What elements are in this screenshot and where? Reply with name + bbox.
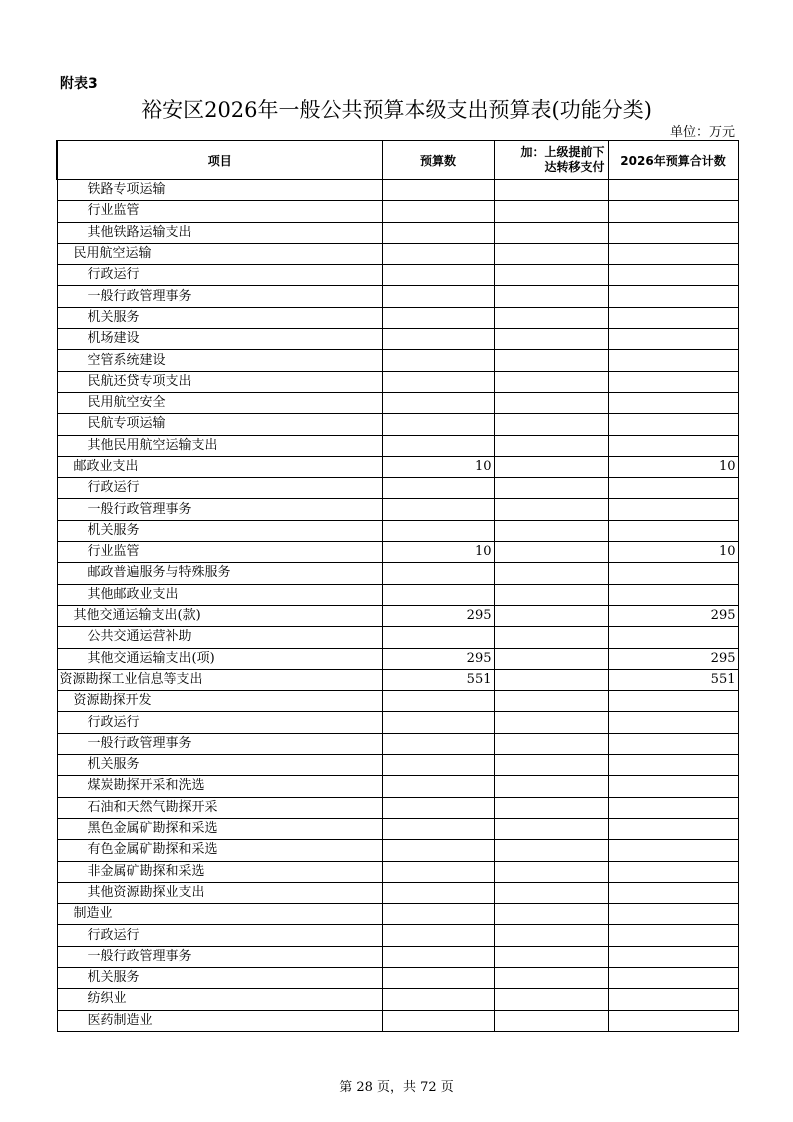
table-body	[57, 180, 738, 1032]
row-total-value: 295	[608, 648, 738, 669]
row-item-name: 一般行政管理事务	[57, 733, 382, 754]
table-row	[57, 861, 738, 882]
row-total-value	[608, 712, 738, 733]
row-transfer-value	[494, 201, 608, 222]
row-budget-value	[382, 265, 494, 286]
row-budget-value	[382, 691, 494, 712]
row-item-name: 民航专项运输	[57, 414, 382, 435]
table-row	[57, 371, 738, 392]
row-transfer-value	[494, 797, 608, 818]
row-item-name: 铁路专项运输	[57, 180, 382, 201]
row-total-value	[608, 180, 738, 201]
row-budget-value	[382, 414, 494, 435]
column-header-budget: 预算数	[382, 141, 494, 180]
row-item-name: 机场建设	[57, 329, 382, 350]
row-total-value	[608, 563, 738, 584]
row-budget-value	[382, 904, 494, 925]
table-row	[57, 691, 738, 712]
row-budget-value	[382, 371, 494, 392]
table-header-row	[57, 141, 738, 180]
row-transfer-value	[494, 691, 608, 712]
table-row	[57, 989, 738, 1010]
table-row	[57, 265, 738, 286]
row-total-value	[608, 818, 738, 839]
row-transfer-value	[494, 861, 608, 882]
row-budget-value	[382, 627, 494, 648]
row-total-value	[608, 222, 738, 243]
row-budget-value	[382, 563, 494, 584]
row-budget-value	[382, 946, 494, 967]
column-header-item: 项目	[57, 141, 382, 180]
row-budget-value	[382, 520, 494, 541]
row-budget-value	[382, 435, 494, 456]
row-total-value: 10	[608, 456, 738, 477]
row-total-value: 10	[608, 542, 738, 563]
row-item-name: 机关服务	[57, 967, 382, 988]
row-transfer-value	[494, 286, 608, 307]
row-item-name: 一般行政管理事务	[57, 946, 382, 967]
table-row	[57, 605, 738, 626]
row-total-value	[608, 627, 738, 648]
row-item-name: 民用航空安全	[57, 392, 382, 413]
row-item-name: 行政运行	[57, 925, 382, 946]
table-row	[57, 818, 738, 839]
row-transfer-value	[494, 243, 608, 264]
table-row	[57, 499, 738, 520]
unit-label: 单位：万元	[669, 125, 735, 140]
row-item-name: 机关服务	[57, 520, 382, 541]
row-transfer-value	[494, 925, 608, 946]
row-transfer-value	[494, 414, 608, 435]
row-item-name: 行政运行	[57, 478, 382, 499]
row-transfer-value	[494, 520, 608, 541]
row-item-name: 邮政普遍服务与特殊服务	[57, 563, 382, 584]
table-row	[57, 946, 738, 967]
row-budget-value: 295	[382, 605, 494, 626]
table-row	[57, 307, 738, 328]
row-item-name: 一般行政管理事务	[57, 286, 382, 307]
row-transfer-value	[494, 435, 608, 456]
row-total-value	[608, 989, 738, 1010]
row-transfer-value	[494, 265, 608, 286]
table-row	[57, 520, 738, 541]
row-transfer-value	[494, 627, 608, 648]
row-item-name: 邮政业支出	[57, 456, 382, 477]
table-row	[57, 414, 738, 435]
row-budget-value	[382, 818, 494, 839]
row-item-name: 行政运行	[57, 712, 382, 733]
row-transfer-value	[494, 563, 608, 584]
row-total-value	[608, 1010, 738, 1031]
row-budget-value	[382, 712, 494, 733]
table-row	[57, 329, 738, 350]
row-total-value: 551	[608, 669, 738, 690]
column-header-transfer-line1: 加：上级提前下	[520, 145, 605, 159]
row-total-value	[608, 776, 738, 797]
row-total-value	[608, 967, 738, 988]
row-item-name: 空管系统建设	[57, 350, 382, 371]
row-budget-value	[382, 201, 494, 222]
row-total-value	[608, 861, 738, 882]
table-row	[57, 478, 738, 499]
row-transfer-value	[494, 222, 608, 243]
row-total-value	[608, 435, 738, 456]
row-total-value	[608, 286, 738, 307]
row-total-value	[608, 584, 738, 605]
row-transfer-value	[494, 584, 608, 605]
row-transfer-value	[494, 1010, 608, 1031]
table-row	[57, 350, 738, 371]
row-budget-value	[382, 478, 494, 499]
row-budget-value	[382, 243, 494, 264]
row-budget-value	[382, 350, 494, 371]
row-transfer-value	[494, 499, 608, 520]
table-row	[57, 925, 738, 946]
row-transfer-value	[494, 989, 608, 1010]
row-total-value	[608, 478, 738, 499]
row-total-value	[608, 201, 738, 222]
row-item-name: 行业监管	[57, 542, 382, 563]
row-budget-value: 10	[382, 456, 494, 477]
table-row	[57, 563, 738, 584]
row-budget-value	[382, 584, 494, 605]
row-total-value	[608, 904, 738, 925]
row-budget-value: 295	[382, 648, 494, 669]
row-item-name: 纺织业	[57, 989, 382, 1010]
row-item-name: 其他民用航空运输支出	[57, 435, 382, 456]
row-budget-value	[382, 499, 494, 520]
row-total-value	[608, 350, 738, 371]
row-item-name: 行业监管	[57, 201, 382, 222]
row-transfer-value	[494, 733, 608, 754]
row-total-value	[608, 925, 738, 946]
row-item-name: 其他交通运输支出(项)	[57, 648, 382, 669]
row-item-name: 非金属矿勘探和采选	[57, 861, 382, 882]
appendix-label: 附表3	[60, 76, 98, 92]
row-item-name: 机关服务	[57, 307, 382, 328]
table-row	[57, 797, 738, 818]
row-budget-value	[382, 1010, 494, 1031]
row-total-value	[608, 733, 738, 754]
row-budget-value	[382, 989, 494, 1010]
row-budget-value	[382, 967, 494, 988]
table-row	[57, 627, 738, 648]
row-item-name: 民航还贷专项支出	[57, 371, 382, 392]
row-transfer-value	[494, 755, 608, 776]
row-transfer-value	[494, 818, 608, 839]
table-row	[57, 542, 738, 563]
column-header-transfer	[494, 141, 608, 180]
row-budget-value	[382, 733, 494, 754]
column-header-transfer-line2: 达转移支付	[544, 160, 605, 174]
row-total-value: 295	[608, 605, 738, 626]
table-row	[57, 755, 738, 776]
row-transfer-value	[494, 392, 608, 413]
row-transfer-value	[494, 882, 608, 903]
row-item-name: 有色金属矿勘探和采选	[57, 840, 382, 861]
row-transfer-value	[494, 946, 608, 967]
row-transfer-value	[494, 456, 608, 477]
row-total-value	[608, 371, 738, 392]
row-transfer-value	[494, 478, 608, 499]
row-total-value	[608, 755, 738, 776]
row-transfer-value	[494, 605, 608, 626]
row-budget-value	[382, 776, 494, 797]
row-budget-value	[382, 925, 494, 946]
table-row	[57, 435, 738, 456]
row-item-name: 制造业	[57, 904, 382, 925]
row-total-value	[608, 499, 738, 520]
row-item-name: 石油和天然气勘探开采	[57, 797, 382, 818]
table-row	[57, 201, 738, 222]
row-transfer-value	[494, 669, 608, 690]
row-transfer-value	[494, 712, 608, 733]
row-budget-value: 10	[382, 542, 494, 563]
table-row	[57, 222, 738, 243]
row-budget-value	[382, 797, 494, 818]
row-budget-value	[382, 286, 494, 307]
row-item-name: 医药制造业	[57, 1010, 382, 1031]
table-row	[57, 669, 738, 690]
row-total-value	[608, 414, 738, 435]
row-budget-value	[382, 329, 494, 350]
column-header-total: 2026年预算合计数	[608, 141, 738, 180]
row-transfer-value	[494, 904, 608, 925]
page-title: 裕安区2026年一般公共预算本级支出预算表(功能分类)	[141, 98, 652, 122]
row-item-name: 黑色金属矿勘探和采选	[57, 818, 382, 839]
row-budget-value	[382, 307, 494, 328]
table-row	[57, 180, 738, 201]
row-item-name: 其他资源勘探业支出	[57, 882, 382, 903]
table-row	[57, 584, 738, 605]
row-total-value	[608, 946, 738, 967]
row-transfer-value	[494, 776, 608, 797]
row-budget-value: 551	[382, 669, 494, 690]
row-transfer-value	[494, 840, 608, 861]
row-budget-value	[382, 222, 494, 243]
row-budget-value	[382, 840, 494, 861]
table-row	[57, 712, 738, 733]
table-row	[57, 648, 738, 669]
row-total-value	[608, 307, 738, 328]
budget-table	[56, 140, 739, 1032]
row-item-name: 其他邮政业支出	[57, 584, 382, 605]
row-item-name: 其他铁路运输支出	[57, 222, 382, 243]
table-row	[57, 286, 738, 307]
row-transfer-value	[494, 371, 608, 392]
row-total-value	[608, 520, 738, 541]
table-row	[57, 733, 738, 754]
row-transfer-value	[494, 648, 608, 669]
row-transfer-value	[494, 180, 608, 201]
row-item-name: 行政运行	[57, 265, 382, 286]
row-item-name: 一般行政管理事务	[57, 499, 382, 520]
row-transfer-value	[494, 307, 608, 328]
table-row	[57, 776, 738, 797]
row-total-value	[608, 882, 738, 903]
table-row	[57, 456, 738, 477]
row-total-value	[608, 243, 738, 264]
row-item-name: 机关服务	[57, 755, 382, 776]
row-item-name: 煤炭勘探开采和洗选	[57, 776, 382, 797]
row-total-value	[608, 797, 738, 818]
row-item-name: 其他交通运输支出(款)	[57, 605, 382, 626]
table-row	[57, 840, 738, 861]
row-transfer-value	[494, 542, 608, 563]
row-budget-value	[382, 882, 494, 903]
row-total-value	[608, 691, 738, 712]
row-total-value	[608, 265, 738, 286]
table-row	[57, 882, 738, 903]
row-transfer-value	[494, 967, 608, 988]
row-transfer-value	[494, 329, 608, 350]
row-item-name: 资源勘探开发	[57, 691, 382, 712]
row-total-value	[608, 392, 738, 413]
table-row	[57, 243, 738, 264]
page-footer: 第 28 页，共 72 页	[339, 1080, 454, 1095]
row-item-name: 公共交通运营补助	[57, 627, 382, 648]
row-transfer-value	[494, 350, 608, 371]
table-row	[57, 392, 738, 413]
row-total-value	[608, 840, 738, 861]
row-item-name: 民用航空运输	[57, 243, 382, 264]
row-budget-value	[382, 861, 494, 882]
row-total-value	[608, 329, 738, 350]
table-row	[57, 904, 738, 925]
row-budget-value	[382, 392, 494, 413]
table-row	[57, 967, 738, 988]
table-row	[57, 1010, 738, 1031]
row-item-name: 资源勘探工业信息等支出	[57, 669, 382, 690]
row-budget-value	[382, 755, 494, 776]
row-budget-value	[382, 180, 494, 201]
